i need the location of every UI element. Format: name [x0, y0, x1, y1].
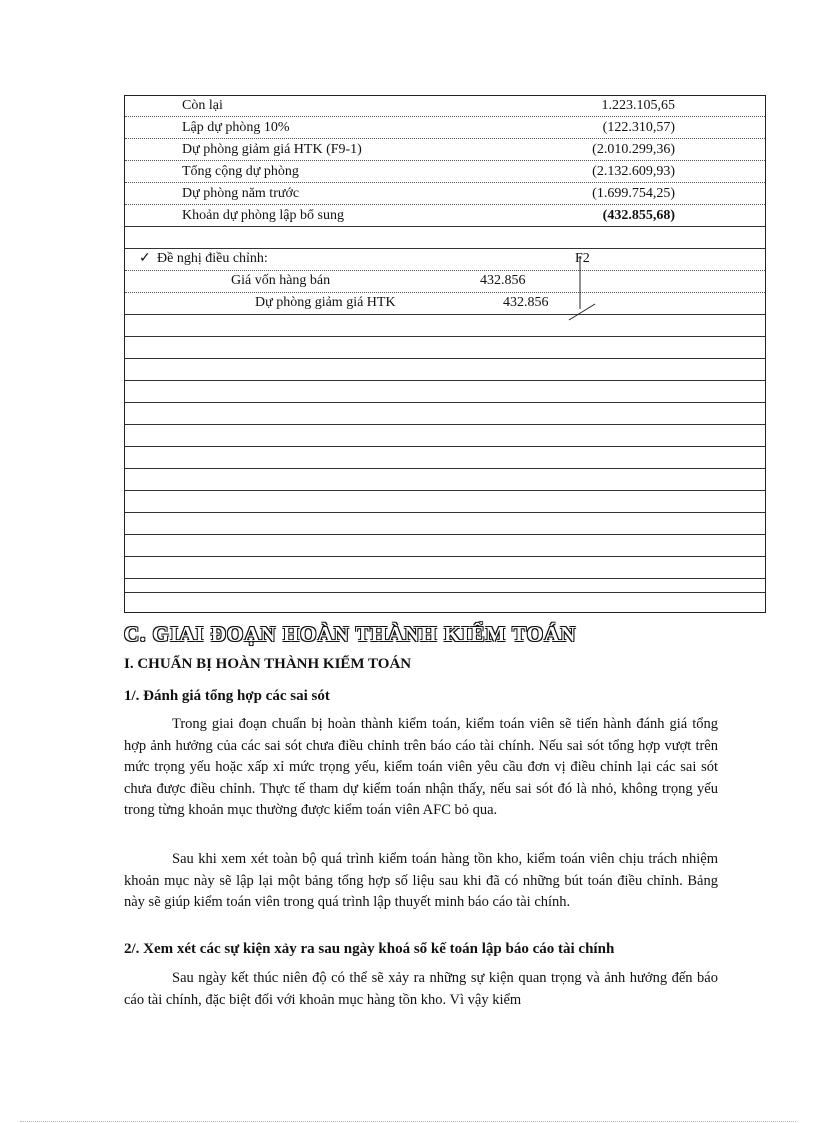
section-title: C. GIAI ĐOẠN HOÀN THÀNH KIỂM TOÁN — [124, 622, 577, 646]
row-label: Dự phòng năm trước — [182, 186, 300, 201]
row-divider — [125, 556, 765, 557]
row-value: (2.132.609,93) — [592, 164, 675, 179]
row-label: Tổng cộng dự phòng — [182, 164, 299, 179]
row-divider — [125, 534, 765, 535]
tick-annotation-icon — [565, 254, 605, 326]
row-label: Còn lại — [182, 98, 223, 113]
credit-value: 432.856 — [503, 295, 549, 310]
row-label: Dự phòng giảm giá HTK (F9-1) — [182, 142, 362, 157]
row-divider — [125, 380, 765, 381]
row-divider — [125, 468, 765, 469]
row-divider — [125, 226, 765, 227]
paragraph-3: Sau ngày kết thúc niên độ có thể sẽ xảy ra những sự kiện quan trọng và ảnh hưởng đến báo cáo tài chính, đặc biệt đối với khoản mục hàng tồn kho. Vì vậy kiểm — [124, 970, 718, 1008]
row-divider — [125, 446, 765, 447]
heading-2: 2/. Xem xét các sự kiện xảy ra sau ngày khoá sổ kế toán lập báo cáo tài chính — [124, 941, 615, 957]
dotted-guide — [125, 138, 765, 139]
dotted-guide — [125, 204, 765, 205]
row-divider — [125, 578, 765, 579]
dotted-guide — [125, 270, 765, 271]
row-divider — [125, 490, 765, 491]
paragraph-1: Trong giai đoạn chuẩn bị hoàn thành kiểm toán, kiểm toán viên sẽ tiến hành đánh giá tổng hợp ảnh hưởng của các sai sót chưa điều chỉnh trên báo cáo tài chính. Nếu sai sót tổng hợp vượt trên mức trọng yếu hoặc xấp xỉ mức trọng yếu, kiểm toán viên yêu cầu đơn vị điều chỉnh lại các sai sót chưa được điều chỉnh. Thực tế tham dự kiểm toán nhận thấy, nếu sai sót đó là nhỏ, không trọng yếu trong từng khoản mục thường được kiểm toán viên AFC bỏ qua. — [124, 716, 718, 818]
row-divider — [125, 512, 765, 513]
row-value-total: (432.855,68) — [602, 208, 675, 223]
row-label: Lập dự phòng 10% — [182, 120, 290, 135]
heading-1: 1/. Đánh giá tổng hợp các sai sót — [124, 688, 330, 704]
row-divider — [125, 358, 765, 359]
row-value: (122.310,57) — [602, 120, 675, 135]
row-value: (2.010.299,36) — [592, 142, 675, 157]
row-divider — [125, 592, 765, 593]
audit-worksheet — [124, 95, 766, 613]
dotted-guide — [125, 116, 765, 117]
subsection-title: I. CHUẨN BỊ HOÀN THÀNH KIỂM TOÁN — [124, 656, 412, 672]
proposal-label: Đề nghị điều chỉnh: — [157, 251, 268, 266]
row-divider — [125, 424, 765, 425]
debit-label: Giá vốn hàng bán — [231, 273, 331, 288]
dotted-guide — [125, 292, 765, 293]
row-label: Khoản dự phòng lập bổ sung — [182, 208, 344, 223]
page-footer-rule — [20, 1121, 796, 1122]
dotted-guide — [125, 182, 765, 183]
row-divider — [125, 314, 765, 315]
check-mark-icon: ✓ — [139, 251, 151, 266]
debit-value: 432.856 — [480, 273, 526, 288]
row-divider — [125, 402, 765, 403]
row-value: (1.699.754,25) — [592, 186, 675, 201]
dotted-guide — [125, 160, 765, 161]
credit-label: Dự phòng giảm giá HTK — [255, 295, 396, 310]
row-value: 1.223.105,65 — [601, 98, 675, 113]
proposal-ref: F2 — [575, 251, 590, 266]
paragraph-2: Sau khi xem xét toàn bộ quá trình kiểm toán hàng tồn kho, kiểm toán viên chịu trách nhiệm khoản mục này sẽ lập lại một bảng tổng hợp số liệu sau khi đã có những bút toán điều chỉnh. Bảng này sẽ giúp kiểm toán viên trong quá trình lập thuyết minh báo cáo tài chính. — [124, 851, 718, 910]
row-divider — [125, 336, 765, 337]
